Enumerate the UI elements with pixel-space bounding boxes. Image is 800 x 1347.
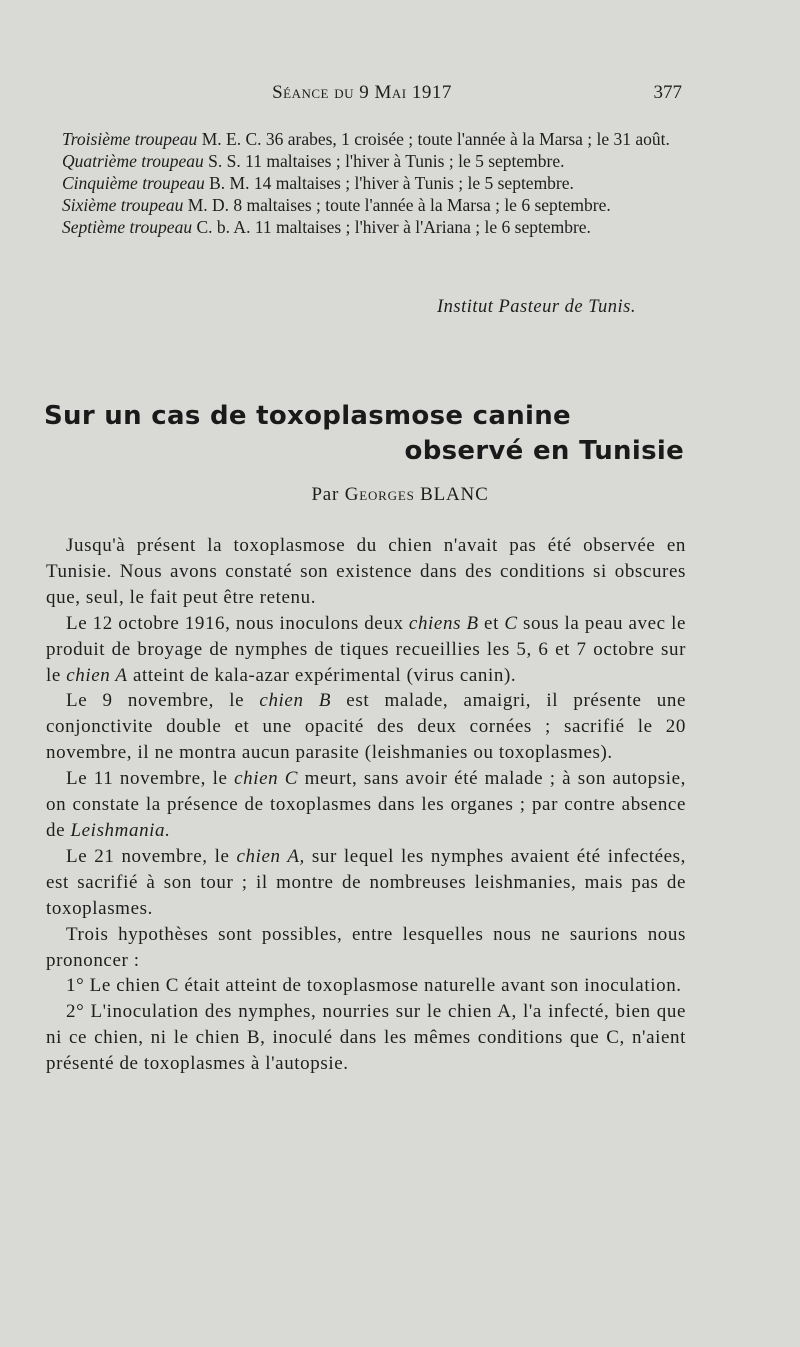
article-body [46, 533, 686, 1077]
paragraph: 2° L'inoculation des nymphes, nourries sur le chien A, l'a infecté, bien que ni ce chien, ni le chien B, inoculé dans les mêmes conditions que C, n'aient présenté de toxoplasmes à l'autopsie. [46, 1001, 686, 1075]
article-author: Par Georges BLANC [311, 484, 489, 505]
article-title-line2: observé en Tunisie [404, 436, 684, 466]
flock-entry: Troisième troupeau M. E. C. 36 arabes, 1 croisée ; toute l'année à la Marsa ; le 31 août. [62, 129, 670, 149]
paragraph: 1° Le chien C était atteint de toxoplasmose naturelle avant son inoculation. [66, 975, 682, 997]
paragraph: Jusqu'à présent la toxoplasmose du chien n'avait pas été observée en Tunisie. Nous avons constaté son existence dans des conditions si obscures que, seul, le fait peut être retenu. [46, 535, 686, 608]
preceding-article-end [42, 128, 682, 238]
article-title-line1: Sur un cas de toxoplasmose canine [44, 401, 571, 431]
institute-signature: Institut Pasteur de Tunis. [436, 297, 636, 317]
flock-entry: Quatrième troupeau S. S. 11 maltaises ; l'hiver à Tunis ; le 5 septembre. [62, 151, 565, 171]
running-header [42, 82, 682, 112]
running-title: Séance du 9 Mai 1917 [272, 82, 452, 103]
page-number: 377 [653, 82, 682, 103]
paragraph: Trois hypothèses sont possibles, entre lesquelles nous ne saurions nous prononcer : [46, 923, 686, 971]
author-name: Georges BLANC [344, 484, 489, 505]
paragraph: Le 11 novembre, le chien C meurt, sans avoir été malade ; à son autopsie, on constate la présence de toxoplasmes dans les organes ; par contre absence de Leishmania. [46, 768, 686, 841]
flock-entry: Sixième troupeau M. D. 8 maltaises ; toute l'année à la Marsa ; le 6 septembre. [62, 195, 611, 215]
flock-entry: Cinquième troupeau B. M. 14 maltaises ; l'hiver à Tunis ; le 5 septembre. [62, 173, 574, 193]
paragraph: Le 9 novembre, le chien B est malade, amaigri, il présente une conjonctivite double et une opacité des deux cornées ; sacrifié le 20 novembre, il ne montra aucun parasite (leishmanies ou toxoplasmes). [46, 690, 687, 764]
paragraph: Le 21 novembre, le chien A, sur lequel les nymphes avaient été infectées, est sacrifié à son tour ; il montre de nombreuses leishmanies, mais pas de toxoplasmes. [46, 845, 686, 919]
flock-entry: Septième troupeau C. b. A. 11 maltaises ; l'hiver à l'Ariana ; le 6 septembre. [62, 217, 591, 237]
paragraph: Le 12 octobre 1916, nous inoculons deux chiens B et C sous la peau avec le produit de broyage de nymphes de tiques recueillies les 5, 6 et 7 octobre sur le chien A atteint de kala-azar expérimental (virus canin). [46, 612, 686, 686]
